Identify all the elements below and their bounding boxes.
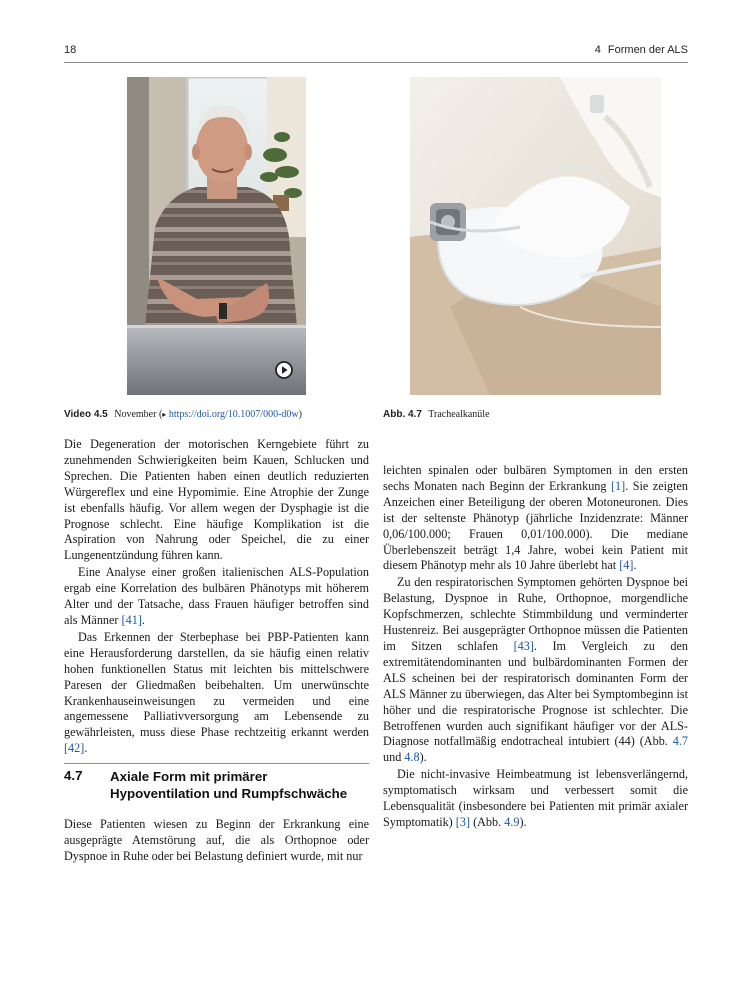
right-paragraph-3-text: Die nicht-invasive Heimbeatmung ist lebensverlängernd, symptomatisch wirksam und verbessert somit die Lebensqualität (insbesondere bei Patienten mit primär axialer Symptomatik): [383, 767, 688, 829]
section-title: [110, 768, 370, 802]
left-paragraph-4: Diese Patienten wiesen zu Beginn der Erkrankung eine ausgeprägte Atemstörung auf, die als Orthopnoe oder Dyspnoe in Ruhe oder bei Belastung definiert wurde, mit nur: [64, 817, 369, 863]
figure-caption: [383, 408, 490, 421]
left-column: [64, 437, 369, 757]
section-title-line-2: Hypoventilation und Rumpfschwäche: [110, 786, 348, 801]
citation-link[interactable]: [42]: [64, 741, 85, 756]
tracheal-cannula-photo: [410, 77, 661, 395]
play-arrow-icon: ▸: [162, 410, 167, 419]
left-paragraph-2-text: Eine Analyse einer großen italienischen ALS-Population ergab eine Korrelation des bulbären Phänotyps mit höherem Alter und der Tatsache, dass Frauen häufiger betroffen sind als Männer: [64, 565, 369, 627]
left-paragraph-1: Die Degeneration der motorischen Kerngebiete führt zu zunehmenden Schwierigkeiten beim Kauen, Schlucken und Sprechen. Die Patienten haben einen deutlich reduzierten Würgereflex und eine Hypomimie. Eine Atrophie der Zunge ist ebenfalls häufig. Vor allem wegen der Dysphagie ist die Prognose schlecht. Eine häufige Komplikation ist die Aspiration von Nahrung oder Speichel, die zu einer Lungenentzündung führen kann.: [64, 437, 369, 563]
section-number: 4.7: [64, 768, 83, 783]
figure-reference-link[interactable]: 4.8: [404, 750, 420, 765]
play-circle-icon[interactable]: [275, 361, 293, 379]
figure-reference-link[interactable]: 4.9: [504, 814, 520, 829]
video-still[interactable]: [127, 77, 306, 395]
video-caption-title: November: [114, 409, 157, 420]
figure-caption-label: Abb. 4.7: [383, 409, 422, 420]
right-column: [383, 463, 688, 831]
video-caption-label: Video 4.5: [64, 409, 108, 420]
section-title-line-1: Axiale Form mit primärer: [110, 769, 268, 784]
right-paragraph-1-end: .: [633, 558, 637, 573]
figure-reference-link[interactable]: 4.7: [672, 734, 688, 749]
video-caption-open-paren: (: [158, 409, 163, 420]
right-paragraph-3: [383, 767, 688, 831]
chapter-title: Formen der ALS: [607, 44, 688, 56]
citation-link[interactable]: [43]: [513, 638, 534, 653]
right-paragraph-1-mid: . Sie zeigten Anzeichen einer Beteiligung der oberen Motoneuronen. Dies ist der seltenste Phänotyp (jährliche Inzidenzrate: Männer 0,06/100.000; Frauen 0,01/100.000). Die mediane Überlebenszeit beträgt 1,4 Jahre, wobei kein Patient mit diesem Phänotyp mehr als 10 Jahre überlebt hat: [383, 478, 688, 573]
right-paragraph-2-end: ).: [419, 750, 427, 765]
citation-link[interactable]: [4]: [619, 558, 634, 573]
left-paragraph-3-text: Das Erkennen der Sterbephase bei PBP-Patienten kann eine Herausforderung darstellen, da sie häufig einen relativ hohen funktionellen Status mit leichten bis mittelschwere Paresen der Gliedmaßen beibehalten. Um unerwünschte Krankenhauseinweisungen zu vermeiden und eine angemessene Palliativversorgung am Lebensende zu gewährleisten, muss diese Phase rechtzeitig erkannt werden: [64, 629, 369, 740]
left-paragraph-3-end: .: [84, 741, 88, 756]
right-paragraph-2-and: und: [383, 750, 405, 765]
video-doi-link[interactable]: https://doi.org/10.1007/000-d0w: [168, 409, 299, 420]
figure-caption-title: Trachealkanüle: [428, 409, 490, 420]
right-paragraph-1: [383, 463, 688, 574]
section-paragraph: [64, 817, 369, 865]
right-paragraph-3-mid: (Abb.: [470, 814, 505, 829]
right-paragraph-3-end: ).: [519, 814, 527, 829]
chapter-number: 4: [594, 44, 601, 56]
running-head: [595, 44, 688, 56]
video-caption-close-paren: ): [298, 409, 302, 420]
left-paragraph-2: [64, 565, 369, 629]
right-paragraph-2-text: Zu den respiratorischen Symptomen gehörten Dyspnoe bei Belastung, Dyspnoe in Ruhe, Orthopnoe, morgendliche Kopfschmerzen, schlechte Stimmbildung und verminderter Hustenreiz. Bei ausgeprägter Orthopnoe müssen die Patienten im Sitzen schlafen: [383, 575, 688, 653]
left-paragraph-2-end: .: [141, 612, 145, 627]
citation-link[interactable]: [3]: [455, 814, 471, 829]
header-rule: [64, 62, 688, 63]
tracheal-cannula-image: [410, 77, 661, 395]
right-paragraph-2: [383, 575, 688, 766]
right-paragraph-2-mid: . Im Vergleich zu den extremitätendominanten und bulbärdominanten Formen der ALS scheinen bei der respiratorisch dominanten Form der ALS Männer zu überwiegen, das Alter bei Symptombeginn ist höher und die respiratorische Prognose ist schlechter. Die Betroffenen wurden auch signifikant häufiger vor der ALS-Diagnose notfallmäßig endotracheal intubiert (44) (Abb.: [383, 638, 688, 749]
video-caption: [64, 408, 302, 421]
left-paragraph-3: [64, 630, 369, 757]
citation-link[interactable]: [1]: [610, 478, 626, 493]
citation-link[interactable]: [41]: [121, 612, 142, 627]
video-still-image: [127, 77, 306, 395]
section-rule: [64, 763, 369, 764]
right-paragraph-1-text: leichten spinalen oder bulbären Symptomen in den ersten sechs Monaten nach Beginn der Erkrankung: [383, 463, 688, 493]
page-number: 18: [64, 44, 77, 56]
